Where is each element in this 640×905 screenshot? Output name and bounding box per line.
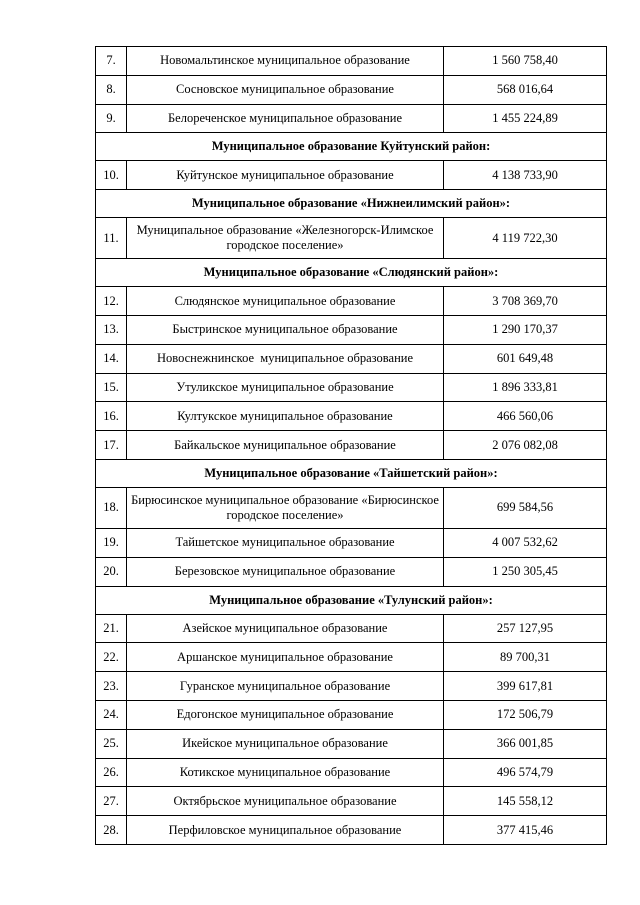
- municipality-name: Байкальское муниципальное образование: [127, 431, 444, 460]
- table-row: [96, 528, 607, 557]
- row-number: 13.: [96, 315, 127, 344]
- table-row: [96, 557, 607, 586]
- table-row: [96, 218, 607, 259]
- row-number: 27.: [96, 787, 127, 816]
- table-row: [96, 672, 607, 701]
- amount-value: 257 127,95: [444, 614, 607, 643]
- municipality-name: Перфиловское муниципальное образование: [127, 816, 444, 845]
- row-number: 12.: [96, 287, 127, 316]
- amount-value: 466 560,06: [444, 402, 607, 431]
- municipality-name: Муниципальное образование «Железногорск-Илимское городское поселение»: [127, 218, 444, 259]
- municipality-name: Слюдянское муниципальное образование: [127, 287, 444, 316]
- section-heading: Муниципальное образование «Нижнеилимский район»:: [96, 190, 607, 218]
- section-heading-row: [96, 459, 607, 487]
- municipality-name: Октябрьское муниципальное образование: [127, 787, 444, 816]
- row-number: 10.: [96, 161, 127, 190]
- amount-value: 496 574,79: [444, 758, 607, 787]
- section-heading: Муниципальное образование «Тулунский район»:: [96, 586, 607, 614]
- section-heading-row: [96, 259, 607, 287]
- municipality-name: Култукское муниципальное образование: [127, 402, 444, 431]
- table-row: [96, 729, 607, 758]
- table-row: [96, 161, 607, 190]
- row-number: 8.: [96, 75, 127, 104]
- municipality-name: Икейское муниципальное образование: [127, 729, 444, 758]
- amount-value: 4 119 722,30: [444, 218, 607, 259]
- amount-value: 568 016,64: [444, 75, 607, 104]
- municipality-name: Азейское муниципальное образование: [127, 614, 444, 643]
- section-heading: Муниципальное образование Куйтунский район:: [96, 133, 607, 161]
- row-number: 17.: [96, 431, 127, 460]
- municipality-name: Новомальтинское муниципальное образование: [127, 47, 444, 76]
- municipality-name: Березовское муниципальное образование: [127, 557, 444, 586]
- section-heading: Муниципальное образование «Слюдянский район»:: [96, 259, 607, 287]
- table-row: [96, 787, 607, 816]
- amount-value: 1 455 224,89: [444, 104, 607, 133]
- row-number: 14.: [96, 344, 127, 373]
- amount-value: 366 001,85: [444, 729, 607, 758]
- municipality-name: Быстринское муниципальное образование: [127, 315, 444, 344]
- table-row: [96, 816, 607, 845]
- row-number: 19.: [96, 528, 127, 557]
- amount-value: 3 708 369,70: [444, 287, 607, 316]
- table-row: [96, 758, 607, 787]
- row-number: 16.: [96, 402, 127, 431]
- amount-value: 1 896 333,81: [444, 373, 607, 402]
- row-number: 22.: [96, 643, 127, 672]
- section-heading: Муниципальное образование «Тайшетский район»:: [96, 459, 607, 487]
- municipality-name: Тайшетское муниципальное образование: [127, 528, 444, 557]
- municipality-name: Котикское муниципальное образование: [127, 758, 444, 787]
- amount-value: 601 649,48: [444, 344, 607, 373]
- table-row: [96, 104, 607, 133]
- municipality-name: Куйтунское муниципальное образование: [127, 161, 444, 190]
- table-row: [96, 315, 607, 344]
- row-number: 25.: [96, 729, 127, 758]
- row-number: 20.: [96, 557, 127, 586]
- table-row: [96, 643, 607, 672]
- municipality-name: Сосновское муниципальное образование: [127, 75, 444, 104]
- municipality-name: Бирюсинское муниципальное образование «Бирюсинское городское поселение»: [127, 487, 444, 528]
- municipality-name: Едогонское муниципальное образование: [127, 700, 444, 729]
- row-number: 18.: [96, 487, 127, 528]
- row-number: 23.: [96, 672, 127, 701]
- section-heading-row: [96, 586, 607, 614]
- section-heading-row: [96, 190, 607, 218]
- table-row: [96, 373, 607, 402]
- table-row: [96, 614, 607, 643]
- amount-value: 172 506,79: [444, 700, 607, 729]
- table-row: [96, 487, 607, 528]
- table-row: [96, 287, 607, 316]
- row-number: 11.: [96, 218, 127, 259]
- budget-allocation-table: [95, 46, 607, 845]
- table-row: [96, 75, 607, 104]
- table-row: [96, 344, 607, 373]
- table-row: [96, 402, 607, 431]
- table-row: [96, 431, 607, 460]
- section-heading-row: [96, 133, 607, 161]
- amount-value: 4 007 532,62: [444, 528, 607, 557]
- municipality-name: Аршанское муниципальное образование: [127, 643, 444, 672]
- municipality-name: Белореченское муниципальное образование: [127, 104, 444, 133]
- municipality-name: Новоснежнинское муниципальное образование: [127, 344, 444, 373]
- municipality-name: Утуликское муниципальное образование: [127, 373, 444, 402]
- amount-value: 377 415,46: [444, 816, 607, 845]
- amount-value: 2 076 082,08: [444, 431, 607, 460]
- amount-value: 145 558,12: [444, 787, 607, 816]
- amount-value: 1 290 170,37: [444, 315, 607, 344]
- row-number: 7.: [96, 47, 127, 76]
- amount-value: 699 584,56: [444, 487, 607, 528]
- amount-value: 399 617,81: [444, 672, 607, 701]
- table-row: [96, 47, 607, 76]
- table-row: [96, 700, 607, 729]
- amount-value: 1 250 305,45: [444, 557, 607, 586]
- row-number: 15.: [96, 373, 127, 402]
- row-number: 9.: [96, 104, 127, 133]
- amount-value: 1 560 758,40: [444, 47, 607, 76]
- municipality-name: Гуранское муниципальное образование: [127, 672, 444, 701]
- row-number: 26.: [96, 758, 127, 787]
- row-number: 21.: [96, 614, 127, 643]
- row-number: 24.: [96, 700, 127, 729]
- amount-value: 4 138 733,90: [444, 161, 607, 190]
- row-number: 28.: [96, 816, 127, 845]
- amount-value: 89 700,31: [444, 643, 607, 672]
